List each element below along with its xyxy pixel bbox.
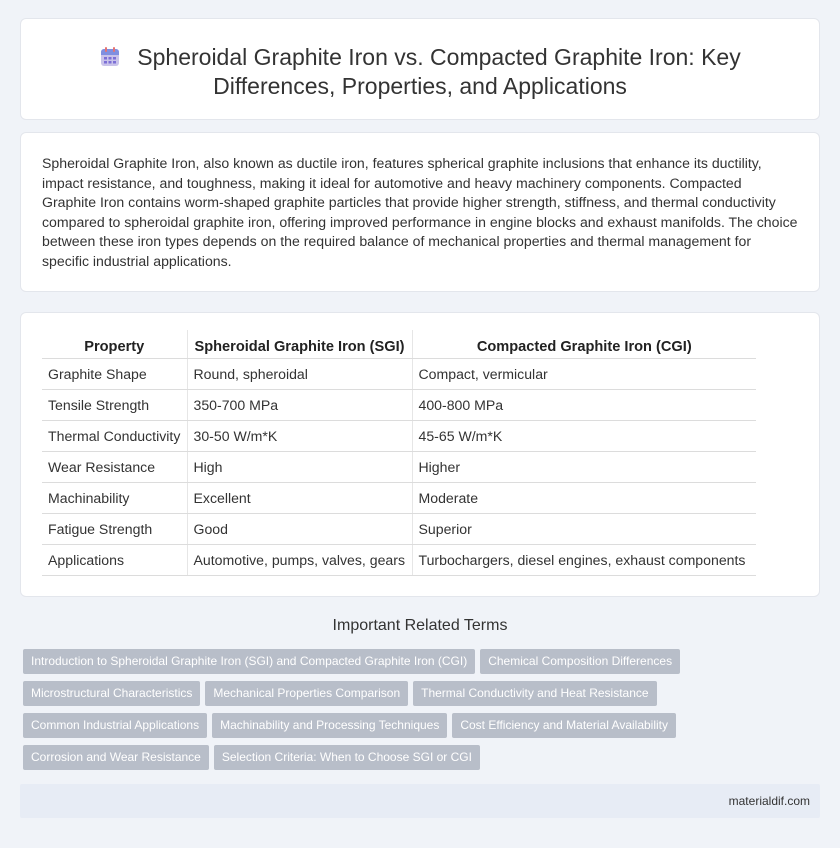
table-cell-property: Tensile Strength bbox=[42, 389, 187, 420]
related-term-tag[interactable]: Microstructural Characteristics bbox=[23, 681, 200, 706]
calendar-icon bbox=[99, 46, 121, 68]
table-cell-cgi: Moderate bbox=[412, 482, 756, 513]
related-term-tag[interactable]: Introduction to Spheroidal Graphite Iron (SGI) and Compacted Graphite Iron (CGI) bbox=[23, 649, 475, 674]
table-row bbox=[42, 482, 756, 513]
intro-card bbox=[20, 132, 820, 292]
related-term-tag[interactable]: Selection Criteria: When to Choose SGI or CGI bbox=[214, 745, 480, 770]
tag-row bbox=[23, 649, 703, 681]
related-term-tag[interactable]: Mechanical Properties Comparison bbox=[205, 681, 408, 706]
related-term-tag[interactable]: Corrosion and Wear Resistance bbox=[23, 745, 209, 770]
related-terms-list bbox=[23, 649, 703, 777]
table-cell-sgi: Excellent bbox=[187, 482, 412, 513]
footer bbox=[20, 784, 820, 818]
table-cell-cgi: 45-65 W/m*K bbox=[412, 420, 756, 451]
tag-row bbox=[23, 681, 703, 713]
intro-paragraph: Spheroidal Graphite Iron, also known as ductile iron, features spherical graphite inclusions that enhance its ductility, impact resistance, and toughness, making it ideal for automotive and heavy machinery components. Compacted Graphite Iron contains worm-shaped graphite particles that provide higher strength, stiffness, and thermal conductivity compared to spheroidal graphite iron, offering improved performance in engine blocks and exhaust manifolds. The choice between these iron types depends on the required balance of mechanical properties and thermal management for specific industrial applications. bbox=[42, 155, 798, 269]
related-terms-title: Important Related Terms bbox=[332, 617, 508, 634]
table-cell-cgi: Superior bbox=[412, 513, 756, 544]
table-row bbox=[42, 389, 756, 420]
related-term-tag[interactable]: Machinability and Processing Techniques bbox=[212, 713, 447, 738]
table-cell-property: Thermal Conductivity bbox=[42, 420, 187, 451]
table-cell-sgi: Automotive, pumps, valves, gears bbox=[187, 544, 412, 575]
related-term-tag[interactable]: Cost Efficiency and Material Availability bbox=[452, 713, 676, 738]
table-row bbox=[42, 451, 756, 482]
related-term-tag[interactable]: Common Industrial Applications bbox=[23, 713, 207, 738]
table-row bbox=[42, 513, 756, 544]
table-header-row bbox=[42, 330, 756, 358]
column-header-cgi: Compacted Graphite Iron (CGI) bbox=[412, 330, 756, 358]
table-row bbox=[42, 358, 756, 389]
table-cell-sgi: Round, spheroidal bbox=[187, 358, 412, 389]
table-cell-property: Wear Resistance bbox=[42, 451, 187, 482]
header-card bbox=[20, 18, 820, 120]
column-header-sgi: Spheroidal Graphite Iron (SGI) bbox=[187, 330, 412, 358]
tag-row bbox=[23, 713, 703, 745]
tag-row bbox=[23, 745, 703, 777]
table-cell-cgi: 400-800 MPa bbox=[412, 389, 756, 420]
related-term-tag[interactable]: Chemical Composition Differences bbox=[480, 649, 680, 674]
table-cell-sgi: Good bbox=[187, 513, 412, 544]
comparison-table bbox=[42, 330, 756, 576]
table-cell-sgi: High bbox=[187, 451, 412, 482]
page-title-text: Spheroidal Graphite Iron vs. Compacted Graphite Iron: Key Differences, Properties, and Applications bbox=[137, 44, 741, 99]
table-cell-property: Graphite Shape bbox=[42, 358, 187, 389]
related-term-tag[interactable]: Thermal Conductivity and Heat Resistance bbox=[413, 681, 656, 706]
page-title bbox=[21, 43, 819, 101]
column-header-property: Property bbox=[42, 330, 187, 358]
table-cell-property: Fatigue Strength bbox=[42, 513, 187, 544]
table-cell-sgi: 30-50 W/m*K bbox=[187, 420, 412, 451]
table-row bbox=[42, 420, 756, 451]
table-cell-cgi: Compact, vermicular bbox=[412, 358, 756, 389]
table-cell-sgi: 350-700 MPa bbox=[187, 389, 412, 420]
footer-site-link[interactable]: materialdif.com bbox=[728, 794, 810, 808]
table-cell-property: Applications bbox=[42, 544, 187, 575]
table-cell-cgi: Turbochargers, diesel engines, exhaust components bbox=[412, 544, 756, 575]
comparison-table-card bbox=[20, 312, 820, 597]
table-cell-cgi: Higher bbox=[412, 451, 756, 482]
table-cell-property: Machinability bbox=[42, 482, 187, 513]
table-row bbox=[42, 544, 756, 575]
